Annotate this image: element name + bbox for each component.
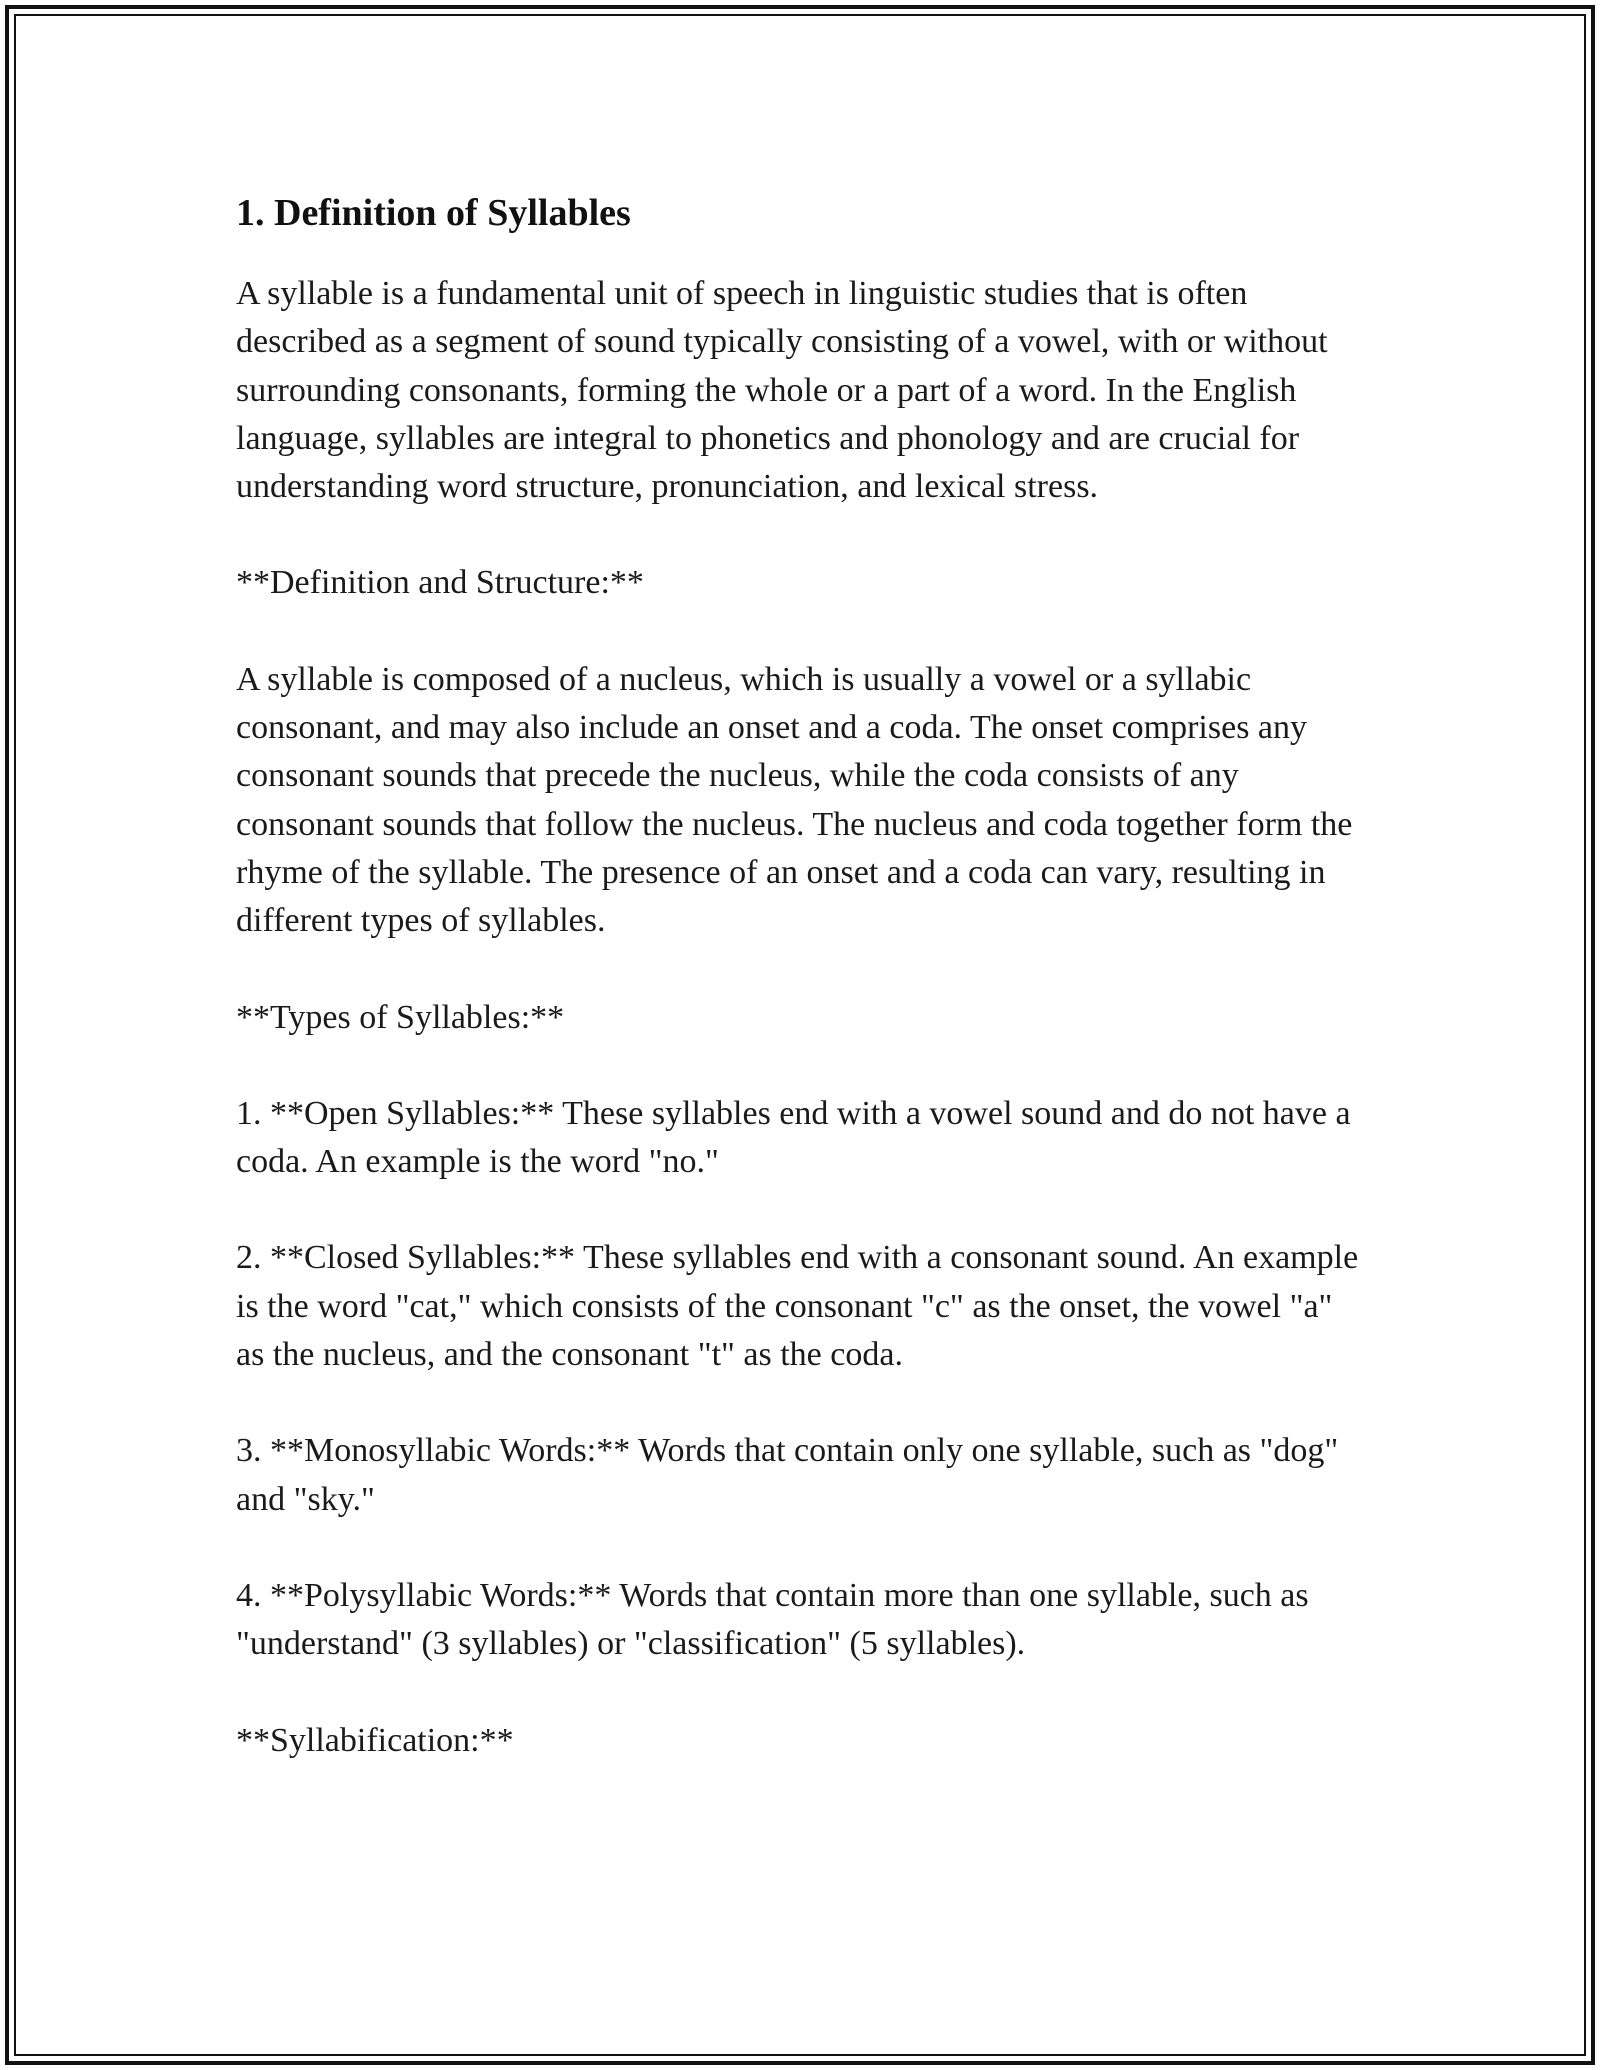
definition-structure-heading: **Definition and Structure:**: [236, 564, 644, 602]
intro-paragraph: A syllable is a fundamental unit of speech in linguistic studies that is often described as a segment of sound typically consisting of a vowel, with or without surrounding consonants, forming the whole or a part of a word. In the English language, syllables are integral to phonetics and phonology and are crucial for understanding word structure, pronunciation, and lexical stress.: [236, 275, 1328, 506]
structure-paragraph: A syllable is composed of a nucleus, which is usually a vowel or a syllabic consonant, and may also include an onset and a coda. The onset comprises any consonant sounds that precede the nucleus, while the coda consists of any consonant sounds that follow the nucleus. The nucleus and coda together form the rhyme of the syllable. The presence of an onset and a coda can vary, resulting in different types of syllables.: [236, 660, 1353, 940]
syllabification-heading: **Syllabification:**: [236, 1721, 514, 1759]
section-heading: 1. Definition of Syllables: [236, 192, 631, 234]
document-body: [236, 180, 1366, 1813]
list-item-monosyllabic-words: 3. **Monosyllabic Words:** Words that contain only one syllable, such as "dog" and "sky.": [236, 1432, 1339, 1518]
types-heading: **Types of Syllables:**: [236, 998, 565, 1036]
list-item-open-syllables: 1. **Open Syllables:** These syllables end with a vowel sound and do not have a coda. An example is the word "no.": [236, 1094, 1351, 1181]
list-item-closed-syllables: 2. **Closed Syllables:** These syllables end with a consonant sound. An example is the word "cat," which consists of the consonant "c" as the onset, the vowel "a" as the nucleus, and the consonant "t" as the coda.: [236, 1239, 1359, 1374]
list-item-polysyllabic-words: 4. **Polysyllabic Words:** Words that contain more than one syllable, such as "understand" (3 syllables) or "classification" (5 syllables).: [236, 1576, 1309, 1663]
